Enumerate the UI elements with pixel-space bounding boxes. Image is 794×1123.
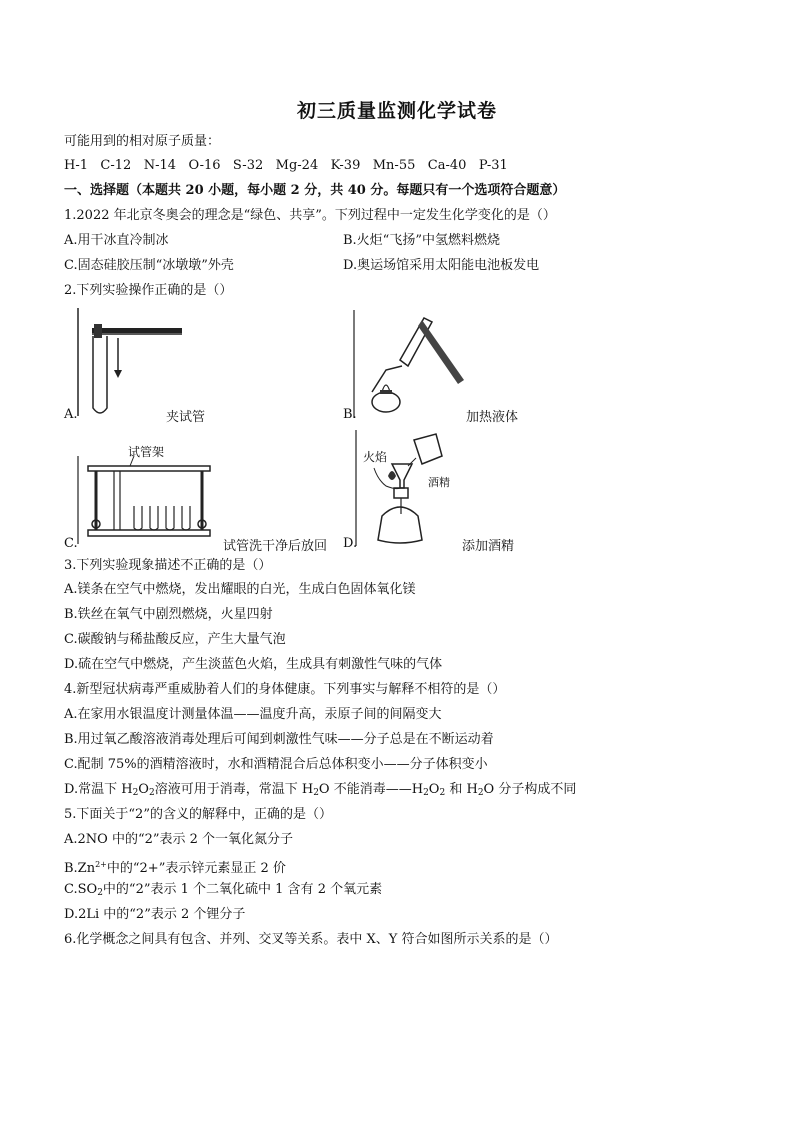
question-3-option-d: D.硫在空气中燃烧，产生淡蓝色火焰，生成具有刺激性气味的气体 bbox=[64, 657, 443, 672]
section-heading: 一、选择题（本题共 20 小题，每小题 2 分，共 40 分。每题只有一个选项符合题意） bbox=[64, 183, 566, 198]
atomic-mass-item: S-32 bbox=[232, 158, 264, 173]
atomic-mass-item: Ca-40 bbox=[427, 158, 467, 173]
atomic-mass-item: O-16 bbox=[188, 158, 221, 173]
atomic-mass-item: H-1 bbox=[64, 158, 89, 173]
question-5-option-b: $B.Zn^{2+}$中的“2+”表示锌元素显正 2 价 bbox=[64, 860, 286, 876]
heating-liquid-figure bbox=[352, 310, 472, 420]
question-4-option-a: A.在家用水银温度计测量体温——温度升高，汞原子间的间隔变大 bbox=[64, 707, 442, 722]
atomic-mass-list bbox=[64, 157, 508, 175]
page-title: 初三质量监测化学试卷 bbox=[296, 100, 497, 122]
question-4-option-d: D.常温下 $H_2O_2$溶液可用于消毒，常温下 $H_2O$ 不能消毒$——H_2O_2$ 和 $H_2O$ 分子构成不同 bbox=[64, 782, 577, 798]
question-3-stem: 3.下列实验现象描述不正确的是（） bbox=[64, 558, 272, 573]
atomic-mass-label: 可能用到的相对原子质量： bbox=[64, 134, 221, 149]
question-1-option-c: C.固态硅胶压制“冰墩墩”外壳 bbox=[64, 258, 234, 273]
question-2-option-a-letter: A. bbox=[64, 407, 78, 422]
adding-alcohol-figure bbox=[352, 430, 462, 548]
question-3-option-c: C.碳酸钠与稀盐酸反应，产生大量气泡 bbox=[64, 632, 286, 647]
atomic-mass-item: Mn-55 bbox=[372, 158, 416, 173]
atomic-mass-item: Mg-24 bbox=[275, 158, 319, 173]
test-tube-rack-figure bbox=[74, 456, 224, 546]
test-tube-rack-label: 试管架 bbox=[128, 445, 165, 459]
question-2-option-d-caption: 添加酒精 bbox=[462, 539, 515, 554]
question-4-stem: 4.新型冠状病毒严重威胁着人们的身体健康。下列事实与解释不相符的是（） bbox=[64, 682, 506, 697]
question-1-option-d: D.奥运场馆采用太阳能电池板发电 bbox=[343, 258, 540, 273]
question-1-stem: 1.2022 年北京冬奥会的理念是“绿色、共享”。下列过程中一定发生化学变化的是（） bbox=[64, 208, 556, 223]
question-2-option-b-letter: B. bbox=[343, 407, 357, 422]
flame-label: 火焰 bbox=[363, 450, 388, 464]
question-5-option-a: A.2NO 中的“2”表示 2 个一氧化氮分子 bbox=[64, 832, 294, 847]
question-2-option-c-caption: 试管洗干净后放回 bbox=[223, 539, 328, 554]
question-2-option-a-caption: 夹试管 bbox=[166, 410, 206, 425]
atomic-mass-item: K-39 bbox=[330, 158, 361, 173]
question-1-option-b: B.火炬“飞扬”中氢燃料燃烧 bbox=[343, 233, 500, 248]
atomic-mass-item: C-12 bbox=[100, 158, 132, 173]
atomic-mass-item: P-31 bbox=[478, 158, 508, 173]
test-tube-clamp-figure bbox=[74, 308, 174, 418]
question-5-option-c: $C.SO_2$中的“2”表示 1 个二氧化硫中 1 含有 2 个氧元素 bbox=[64, 882, 383, 898]
question-5-option-d: D.2Li 中的“2”表示 2 个锂分子 bbox=[64, 907, 246, 922]
question-5-stem: 5.下面关于“2”的含义的解释中，正确的是（） bbox=[64, 807, 332, 822]
question-2-option-b-caption: 加热液体 bbox=[466, 410, 519, 425]
question-4-option-b: B.用过氧乙酸溶液消毒处理后可闻到刺激性气味——分子总是在不断运动着 bbox=[64, 732, 494, 747]
alcohol-label: 酒精 bbox=[428, 476, 450, 489]
question-6-stem: 6.化学概念之间具有包含、并列、交叉等关系。表中 X、Y 符合如图所示关系的是（） bbox=[64, 932, 558, 947]
question-2-option-c-letter: C. bbox=[64, 536, 78, 551]
atomic-mass-item: N-14 bbox=[143, 158, 177, 173]
question-4-option-c: C.配制 75%的酒精溶液时，水和酒精混合后总体积变小——分子体积变小 bbox=[64, 757, 488, 772]
question-2-option-d-letter: D. bbox=[343, 536, 358, 551]
question-2-stem: 2.下列实验操作正确的是（） bbox=[64, 283, 233, 298]
question-1-option-a: A.用干冰直冷制冰 bbox=[64, 233, 169, 248]
question-3-option-b: B.铁丝在氧气中剧烈燃烧，火星四射 bbox=[64, 607, 273, 622]
question-3-option-a: A.镁条在空气中燃烧，发出耀眼的白光，生成白色固体氧化镁 bbox=[64, 582, 416, 597]
